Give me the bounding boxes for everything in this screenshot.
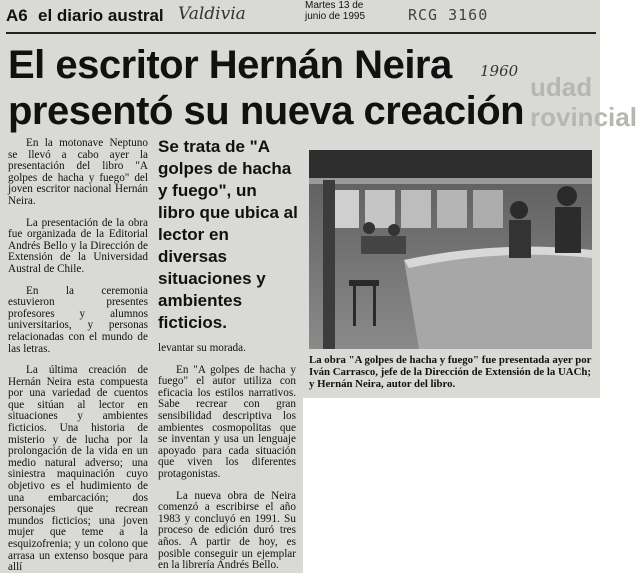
date-line-1: Martes 13 de bbox=[305, 0, 364, 11]
header-rule bbox=[6, 32, 596, 34]
bleed-through-line-1: udad bbox=[530, 72, 593, 102]
page-header bbox=[0, 0, 600, 36]
headline: El escritor Hernán Neira presentó su nueva creación bbox=[8, 43, 525, 133]
photo-illustration bbox=[309, 150, 592, 349]
handwritten-city: Valdivia bbox=[178, 4, 246, 24]
article-photo bbox=[309, 150, 592, 349]
newspaper-name: el diario austral bbox=[38, 6, 164, 25]
paragraph: En la ceremonia estuvieron presentes profesores y alumnos universitarios, y personas relacionadas con el mundo de las letras. bbox=[8, 284, 148, 355]
paragraph: La presentación de la obra fue organizada de la Editorial Andrés Bello y la Dirección de Extensión de la Universidad Austral de Chile. bbox=[8, 216, 148, 275]
paragraph: En la motonave Neptuno se llevó a cabo ayer la presentación del libro "A golpes de hacha y fuego" del joven escritor nacional Hernán Neira. bbox=[8, 137, 148, 207]
paragraph: levantar su morada. bbox=[158, 342, 246, 354]
article-column-2 bbox=[158, 343, 296, 582]
paragraph: La nueva obra de Neira comenzó a escribirse el año 1983 y concluyó en 1991. Su proceso de edición duró tres años. A partir de hoy, es posible conseguir un ejemplar en la librería Andrés Bello. bbox=[158, 489, 296, 572]
date-block bbox=[305, 0, 385, 22]
handwritten-year: 1960 bbox=[480, 62, 519, 80]
handwritten-code: RCG 3160 bbox=[408, 6, 489, 24]
deck-subheadline: Se trata de "A golpes de hacha y fuego", un libro que ubica al lector en diversas situaciones y ambientes ficticios. bbox=[158, 137, 298, 332]
photo-caption: La obra "A golpes de hacha y fuego" fue presentada ayer por Iván Carrasco, jefe de la Dirección de Extensión de la UACh; y Hernán Neira, autor del libro. bbox=[309, 354, 592, 390]
paragraph: En "A golpes de hacha y fuego" el autor utiliza con eficacia los estilos narrativos. Sabe recrear con gran sensibilidad descriptiva los ambientes cosmopolitas que se inventan y usa un lenguaje apoyado para cada situación que viven los diferentes protagonistas. bbox=[158, 363, 296, 480]
date-line-2: junio de 1995 bbox=[305, 11, 366, 22]
article-column-1 bbox=[8, 138, 148, 584]
section-label: A6 bbox=[6, 6, 28, 25]
paragraph: La última creación de Hernán Neira esta compuesta por una variedad de cuentos que sitúan al lector en situaciones y ambientes ficticios. Una historia de misterio y de lucha por la prolongación de la vida en un medio natural adverso; una siniestra maquinación cuyo objetivo es el hudimiento de una embarcación; dos personajes que recrean mundos ficticios; una joven mujer que teme a la esquizofrenia; y un colono que arrasa un extenso bosque para allí bbox=[8, 364, 148, 574]
bleed-through-line-2: rovincial bbox=[530, 102, 637, 132]
blank-area bbox=[303, 398, 600, 573]
